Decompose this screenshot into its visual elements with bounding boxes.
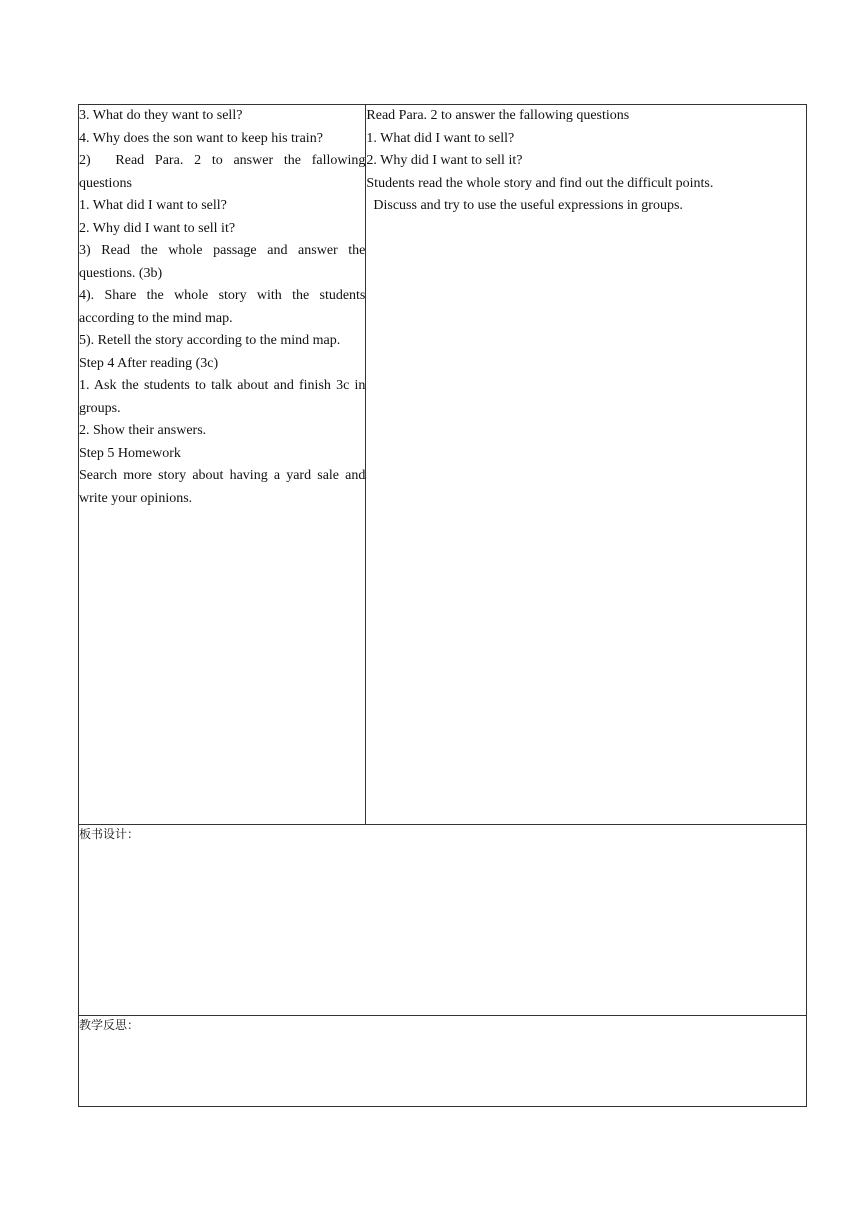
left-line-8: 5). Retell the story according to the mind map. <box>79 333 341 348</box>
teaching-reflection-cell <box>79 1016 807 1107</box>
lesson-plan-table <box>78 104 807 1107</box>
left-line-6: 3) Read the whole passage and answer the questions. (3b) <box>79 243 366 281</box>
left-line-12: Step 5 Homework <box>79 445 181 461</box>
left-line-1: 3. What do they want to sell? <box>79 108 243 123</box>
procedure-row <box>79 105 807 825</box>
left-line-4: 1. What did I want to sell? <box>79 198 227 213</box>
teaching-reflection-row <box>79 1016 807 1107</box>
board-design-label: 板书设计： <box>79 827 140 841</box>
left-line-5: 2. Why did I want to sell it? <box>79 220 236 236</box>
board-design-cell <box>79 825 807 1016</box>
left-line-2: 4. Why does the son want to keep his train? <box>79 130 323 146</box>
left-line-13: Search more story about having a yard sale and write your opinions. <box>79 468 366 506</box>
right-line-4: Students read the whole story and find out the difficult points. <box>366 175 714 191</box>
right-line-2: 1. What did I want to sell? <box>366 130 515 146</box>
left-line-7: 4). Share the whole story with the students according to the mind map. <box>79 288 366 326</box>
right-line-1: Read Para. 2 to answer the fallowing questions <box>366 108 630 123</box>
left-line-10: 1. Ask the students to talk about and finish 3c in groups. <box>79 378 366 416</box>
right-line-5: Discuss and try to use the useful expressions in groups. <box>373 198 683 213</box>
right-line-3: 2. Why did I want to sell it? <box>366 153 523 168</box>
left-line-11: 2. Show their answers. <box>79 423 207 438</box>
left-line-9: Step 4 After reading (3c) <box>79 355 219 371</box>
left-line-3: 2) Read Para. 2 to answer the fallowing questions <box>79 153 366 191</box>
board-design-row <box>79 825 807 1016</box>
teacher-activities-cell <box>79 105 366 825</box>
student-activities-cell <box>366 105 807 825</box>
teaching-reflection-label: 教学反思： <box>79 1018 140 1032</box>
